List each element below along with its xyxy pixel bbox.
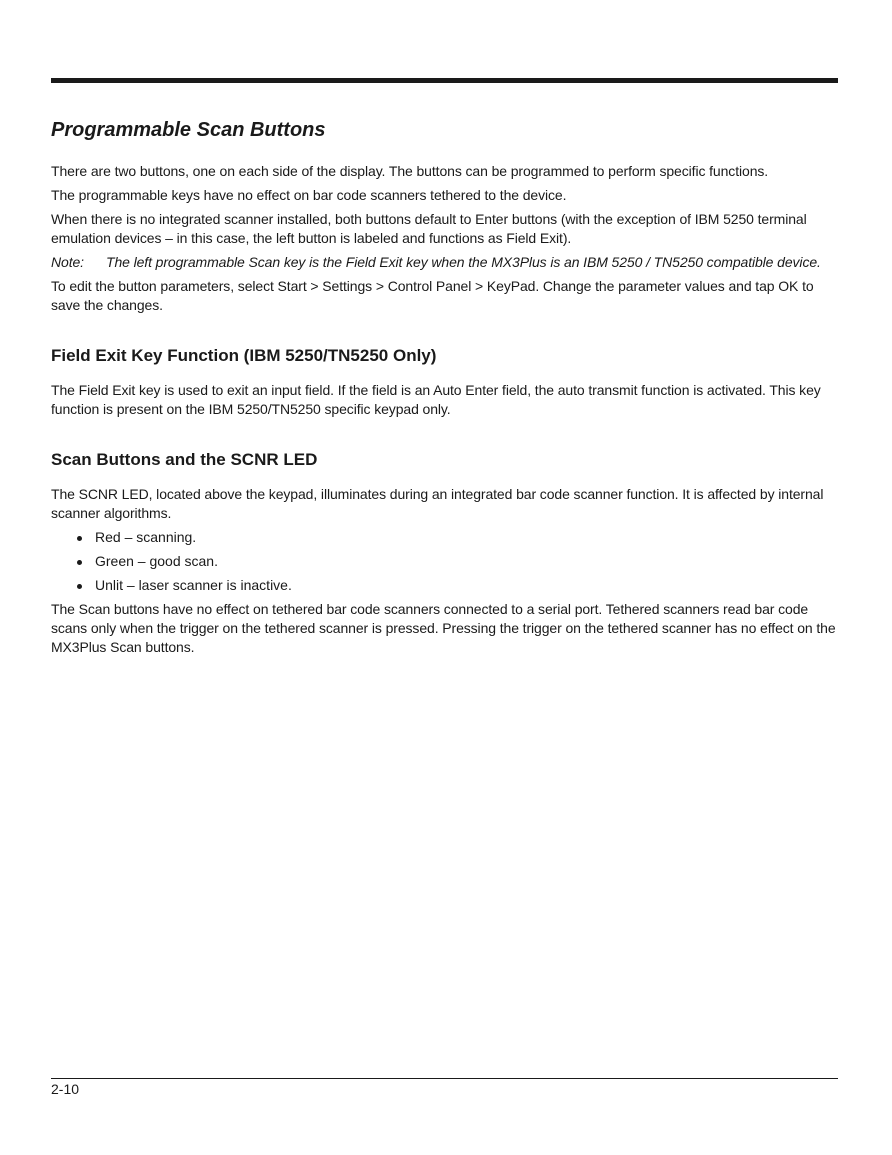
list-item-text: Unlit – laser scanner is inactive. [95,577,292,593]
bullet-icon [77,560,82,565]
list-item-text: Green – good scan. [95,553,218,569]
intro-paragraph-1: There are two buttons, one on each side of the display. The buttons can be programmed to perform specific functions. [51,163,769,179]
note-label: Note: [51,254,84,270]
intro-paragraph-2: The programmable keys have no effect on bar code scanners tethered to the device. [51,187,567,203]
edit-instructions-paragraph: To edit the button parameters, select Start > Settings > Control Panel > KeyPad. Change the parameter values and tap OK to save the changes. [51,278,814,313]
header-rule [51,78,838,83]
scnr-led-heading: Scan Buttons and the SCNR LED [51,450,318,469]
list-item [51,552,841,571]
led-state-list [51,528,841,595]
note [51,253,841,272]
page-number: 2-10 [51,1081,80,1097]
intro-paragraph-3: When there is no integrated scanner installed, both buttons default to Enter buttons (with the exception of IBM 5250 terminal emulation devices – in this case, the left button is labeled and functions as Field Exit). [51,211,807,246]
list-item-text: Red – scanning. [95,529,197,545]
page-content [51,116,841,662]
field-exit-heading: Field Exit Key Function (IBM 5250/TN5250 Only) [51,346,437,365]
page-title: Programmable Scan Buttons [51,119,326,141]
bullet-icon [77,584,82,589]
scan-buttons-closing-paragraph: The Scan buttons have no effect on tethered bar code scanners connected to a serial port. Tethered scanners read bar code scans only when the trigger on the tethered scanner is pressed. Pressing the trigger on the tethered scanner has no effect on the MX3Plus Scan buttons. [51,601,836,655]
note-text: The left programmable Scan key is the Field Exit key when the MX3Plus is an IBM 5250 / TN5250 compatible device. [106,254,821,270]
footer-rule [51,1078,838,1079]
list-item [51,528,841,547]
list-item [51,576,841,595]
field-exit-paragraph: The Field Exit key is used to exit an input field. If the field is an Auto Enter field, the auto transmit function is activated. This key function is present on the IBM 5250/TN5250 specific keypad only. [51,382,821,417]
scnr-led-paragraph: The SCNR LED, located above the keypad, illuminates during an integrated bar code scanner function. It is affected by internal scanner algorithms. [51,486,824,521]
bullet-icon [77,536,82,541]
